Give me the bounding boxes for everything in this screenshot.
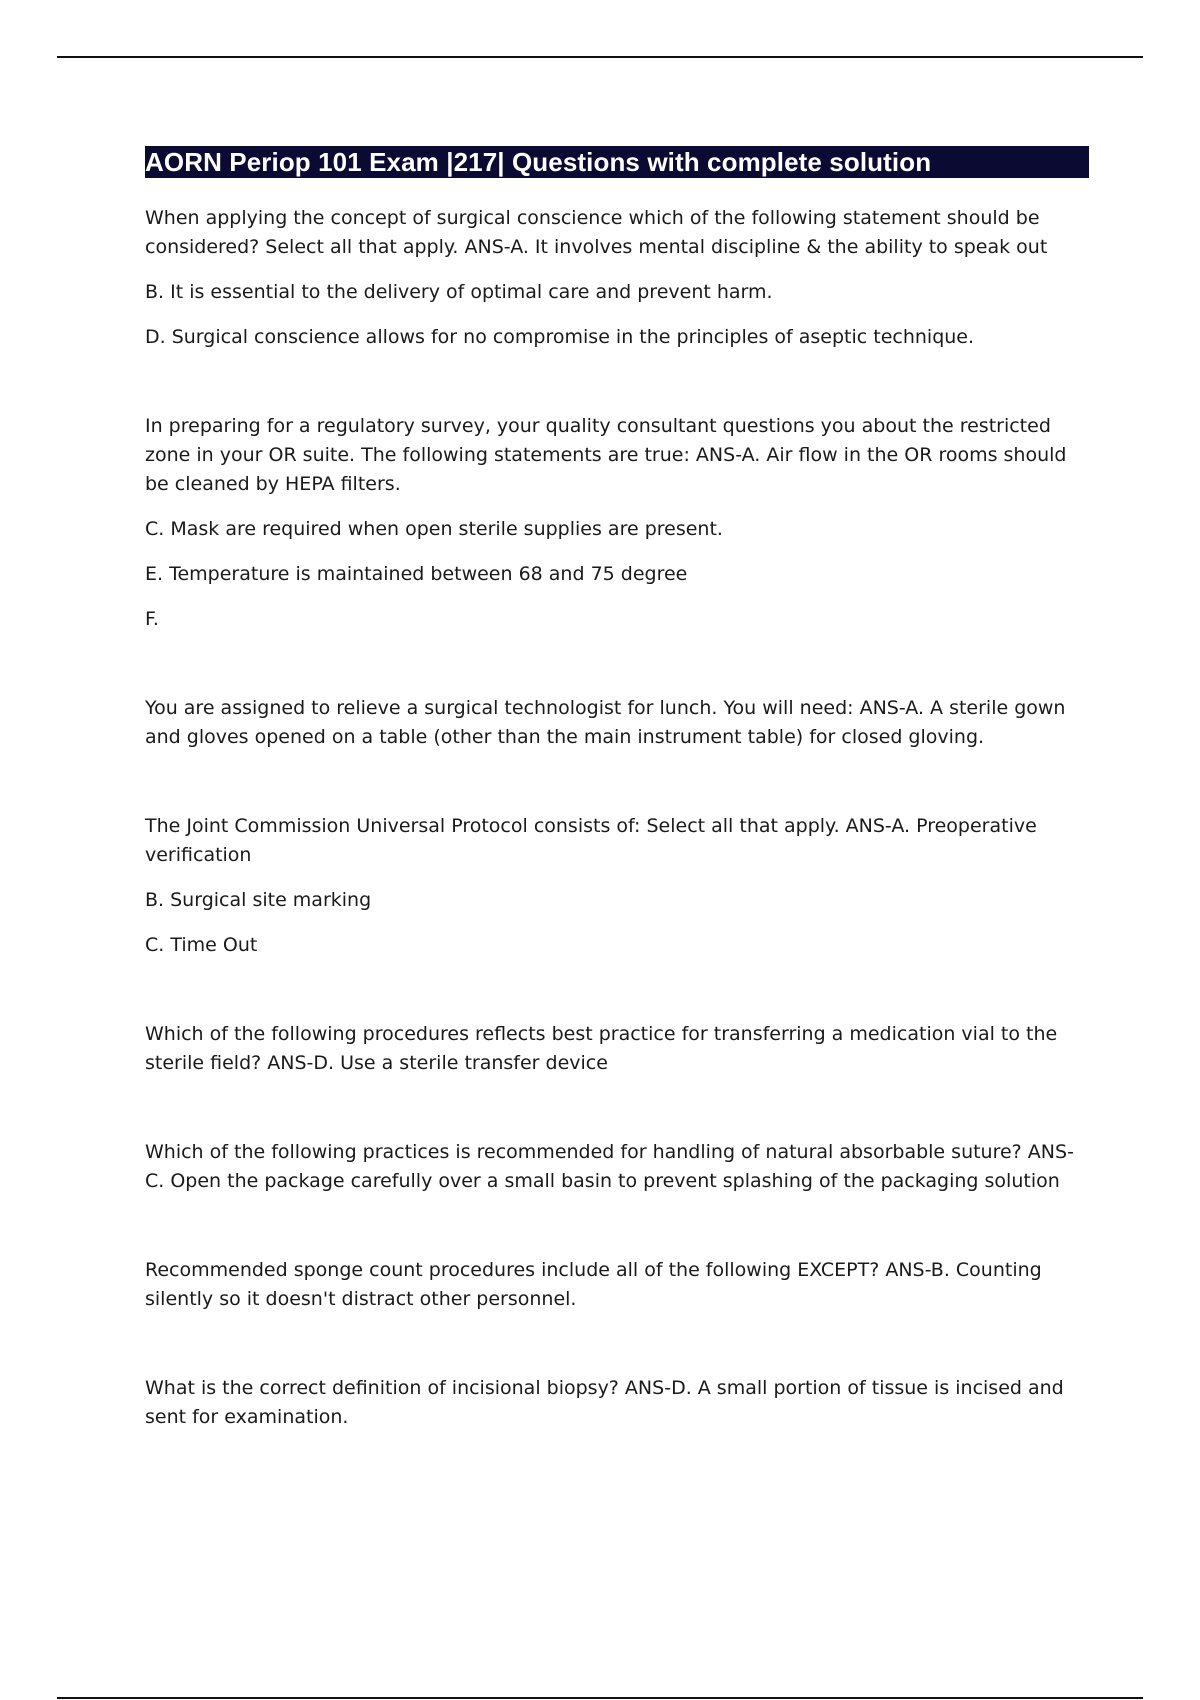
question-answer-text: Recommended sponge count procedures include all of the following EXCEPT? ANS-B. Counting silently so it doesn't distract other personnel. bbox=[145, 1259, 1042, 1310]
qa-item bbox=[145, 1020, 1090, 1078]
answer-option: B. It is essential to the delivery of optimal care and prevent harm. bbox=[145, 281, 773, 303]
question-answer-text: When applying the concept of surgical conscience which of the following statement should be considered? Select all that apply. ANS-A. It involves mental discipline & the ability to speak out bbox=[145, 207, 1048, 258]
answer-option: C. Mask are required when open sterile supplies are present. bbox=[145, 518, 723, 540]
qa-item bbox=[145, 812, 1090, 960]
answer-option: F. bbox=[145, 608, 159, 630]
qa-list bbox=[145, 204, 1090, 1432]
document-title: AORN Periop 101 Exam |217| Questions with complete solution bbox=[145, 147, 932, 177]
question-answer-text: Which of the following practices is recommended for handling of natural absorbable suture? ANS-C. Open the package carefully over a small basin to prevent splashing of the packaging solution bbox=[145, 1141, 1074, 1192]
qa-item bbox=[145, 412, 1090, 634]
question-answer-text: In preparing for a regulatory survey, your quality consultant questions you about the restricted zone in your OR suite. The following statements are true: ANS-A. Air flow in the OR rooms should be cleaned by HEPA filters. bbox=[145, 415, 1067, 495]
qa-item bbox=[145, 1374, 1090, 1432]
question-answer-text: What is the correct definition of incisional biopsy? ANS-D. A small portion of tissue is incised and sent for examination. bbox=[145, 1377, 1064, 1428]
header-rule bbox=[57, 56, 1143, 58]
qa-item bbox=[145, 694, 1090, 752]
title-banner bbox=[145, 146, 1089, 178]
question-answer-text: You are assigned to relieve a surgical technologist for lunch. You will need: ANS-A. A sterile gown and gloves opened on a table (other than the main instrument table) for closed gloving. bbox=[145, 697, 1066, 748]
qa-item bbox=[145, 204, 1090, 352]
qa-item bbox=[145, 1138, 1090, 1196]
answer-option: B. Surgical site marking bbox=[145, 889, 372, 911]
question-answer-text: Which of the following procedures reflects best practice for transferring a medication vial to the sterile field? ANS-D. Use a sterile transfer device bbox=[145, 1023, 1058, 1074]
answer-option: D. Surgical conscience allows for no compromise in the principles of aseptic technique. bbox=[145, 326, 975, 348]
answer-option: C. Time Out bbox=[145, 934, 258, 956]
qa-item bbox=[145, 1256, 1090, 1314]
answer-option: E. Temperature is maintained between 68 and 75 degree bbox=[145, 563, 688, 585]
footer-rule bbox=[57, 1697, 1143, 1699]
question-answer-text: The Joint Commission Universal Protocol consists of: Select all that apply. ANS-A. Preoperative verification bbox=[145, 815, 1037, 866]
